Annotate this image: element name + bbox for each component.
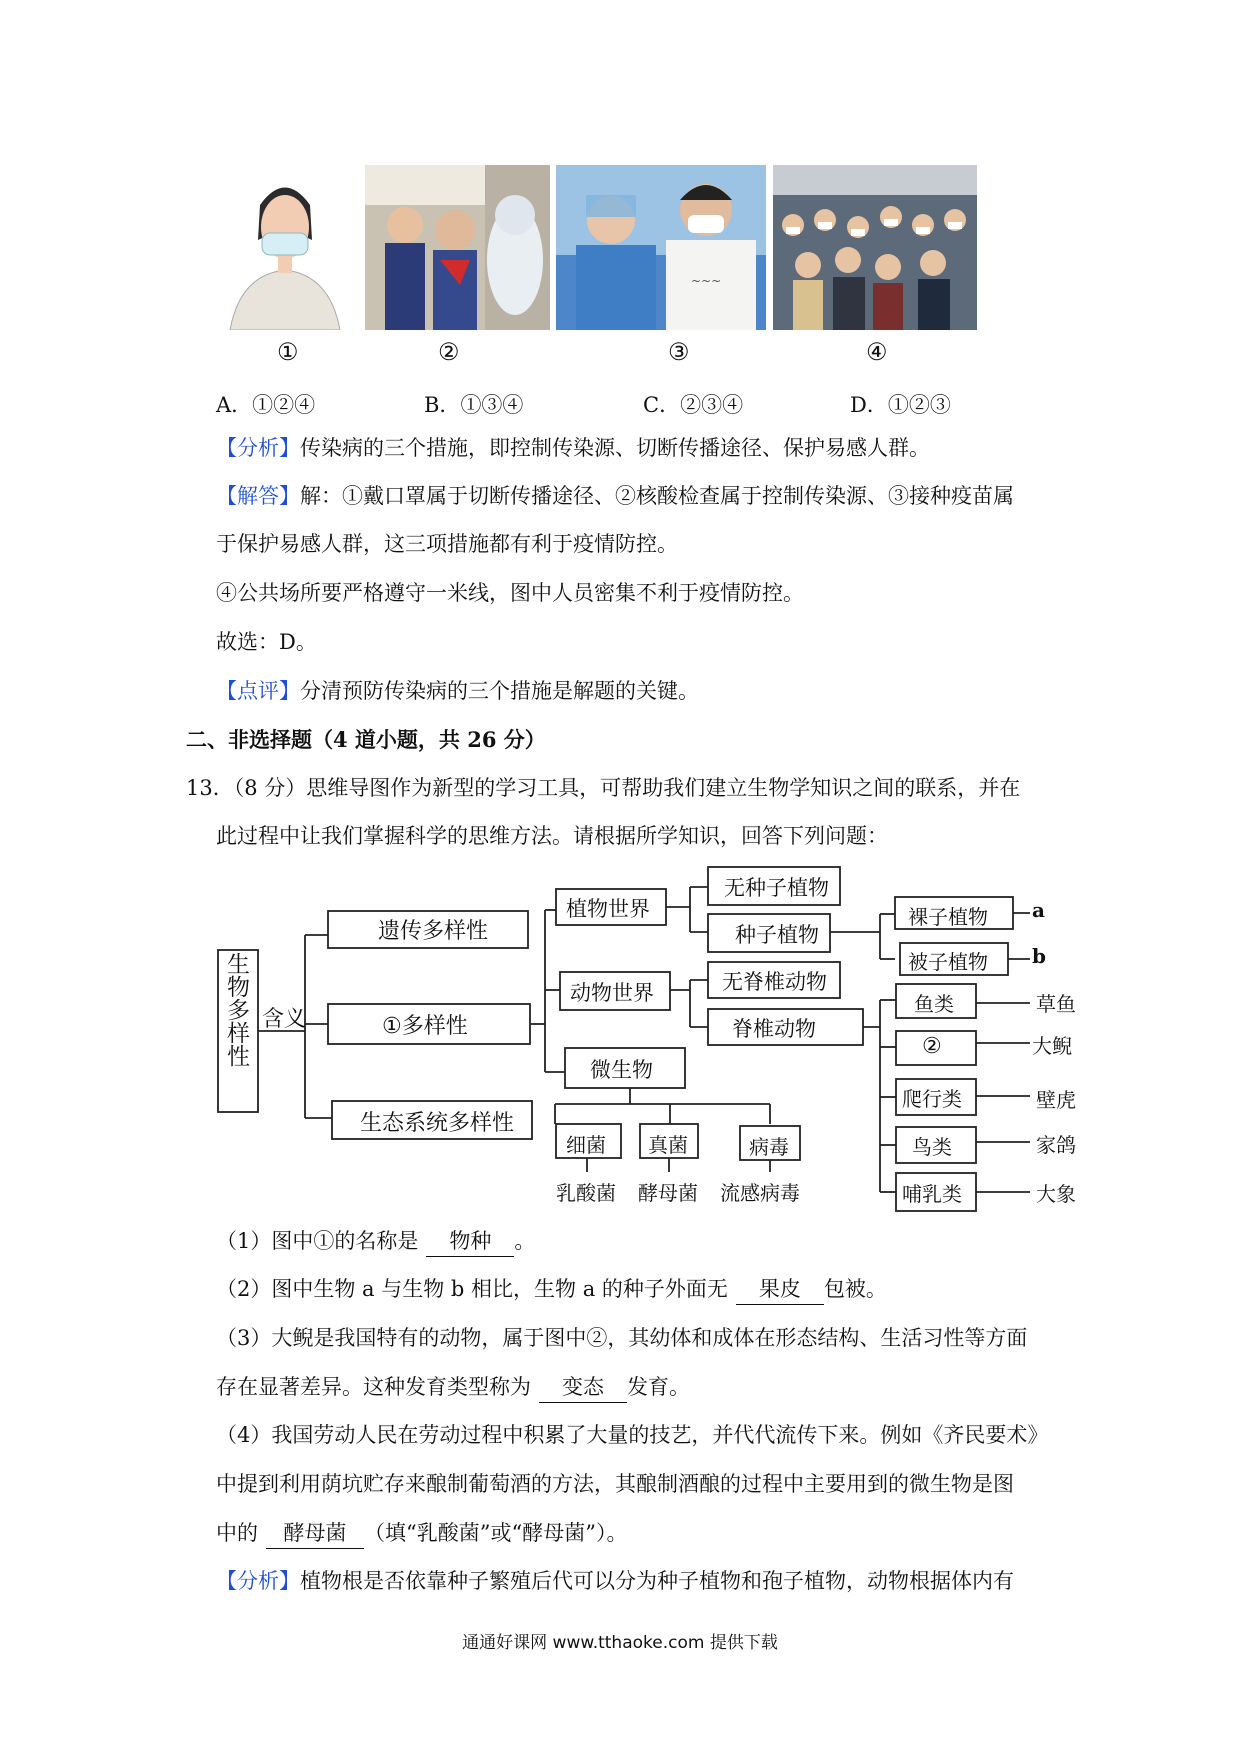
diagram-fungi: 真菌 [648, 1133, 688, 1157]
diagram-invertebrates: 无脊椎动物 [722, 970, 827, 994]
diagram-gymnosperms: 裸子植物 [908, 905, 988, 929]
diagram-giant-salamander: 大鲵 [1032, 1034, 1072, 1058]
q12-answer-line1: 【解答】解：①戴口罩属于切断传播途径、②核酸检查属于控制传染源、③接种疫苗属 [216, 484, 1014, 508]
q12-choice: 故选：D。 [216, 630, 317, 654]
q13-part4-line2: 中提到利用荫坑贮存来酿制葡萄酒的方法，其酿制酒酿的过程中主要用到的微生物是图 [216, 1472, 1014, 1496]
q13-part4-line1: （4）我国劳动人民在劳动过程中积累了大量的技艺，并代代流传下来。例如《齐民要术》 [216, 1423, 1049, 1447]
q12-answer-line3: ④公共场所要严格遵守一米线，图中人员密集不利于疫情防控。 [216, 581, 804, 605]
q13-part3-line1: （3）大鲵是我国特有的动物，属于图中②，其幼体和成体在形态结构、生活习性等方面 [216, 1326, 1028, 1350]
q13-stem-line1: 13．（8 分）思维导图作为新型的学习工具，可帮助我们建立生物学知识之间的联系，并在 [186, 776, 1021, 800]
diagram-ecosystem-diversity: 生态系统多样性 [360, 1111, 515, 1136]
diagram-birds: 鸟类 [912, 1135, 952, 1159]
diagram-species-diversity: ①多样性 [382, 1014, 468, 1039]
q13-part1: （1）图中①的名称是 物种 。 [216, 1226, 535, 1257]
diagram-blank-2: ② [922, 1034, 942, 1059]
q13-part4-line3: 中的 酵母菌 （填“乳酸菌”或“酵母菌”）。 [216, 1518, 627, 1549]
diagram-microbes: 微生物 [590, 1058, 653, 1082]
diagram-gecko: 壁虎 [1036, 1088, 1076, 1112]
image-label-3: ③ [668, 338, 690, 366]
diagram-flu-virus: 流感病毒 [720, 1181, 800, 1205]
q13-part2: （2）图中生物 a 与生物 b 相比，生物 a 的种子外面无 果皮 包被。 [216, 1274, 887, 1305]
diagram-pigeon: 家鸽 [1036, 1133, 1076, 1157]
diagram-elephant: 大象 [1036, 1182, 1076, 1206]
diagram-animal-world: 动物世界 [570, 981, 654, 1005]
diagram-seed-plants: 种子植物 [735, 923, 819, 947]
diagram-mammals: 哺乳类 [902, 1182, 962, 1206]
q13-stem-line2: 此过程中让我们掌握科学的思维方法。请根据所学知识，回答下列问题： [216, 824, 888, 848]
q13-part3-line2: 存在显著差异。这种发育类型称为 变态 发育。 [216, 1372, 690, 1403]
diagram-meaning: 含义 [262, 1007, 307, 1032]
q13-part4-answer: 酵母菌 [266, 1518, 364, 1549]
section-title: 二、非选择题（4 道小题，共 26 分） [186, 727, 546, 752]
diagram-bacteria: 细菌 [566, 1133, 606, 1157]
option-c: C．②③④ [643, 393, 744, 417]
q12-answer-line2: 于保护易感人群，这三项措施都有利于疫情防控。 [216, 532, 678, 556]
diagram-seedless-plants: 无种子植物 [724, 876, 829, 900]
diagram-label-b: b [1032, 944, 1046, 968]
option-a: A．①②④ [216, 393, 316, 417]
image-label-1: ① [277, 338, 299, 366]
q13-part2-answer: 果皮 [736, 1274, 824, 1305]
q12-comment: 【点评】分清预防传染病的三个措施是解题的关键。 [216, 679, 699, 703]
diagram-lactic-bacteria: 乳酸菌 [556, 1181, 616, 1205]
diagram-label-a: a [1032, 898, 1045, 922]
diagram-root: 生物多样性 [223, 952, 249, 1067]
image-label-2: ② [438, 338, 460, 366]
svg-text:~~~: ~~~ [691, 274, 722, 288]
diagram-angiosperms: 被子植物 [908, 950, 988, 974]
diagram-virus: 病毒 [749, 1135, 789, 1159]
q12-analysis: 【分析】传染病的三个措施，即控制传染源、切断传播途径、保护易感人群。 [216, 436, 930, 460]
option-d: D．①②③ [850, 393, 951, 417]
q13-part3-answer: 变态 [539, 1372, 627, 1403]
diagram-grass-carp: 草鱼 [1036, 992, 1076, 1016]
q13-part1-answer: 物种 [426, 1226, 514, 1257]
image-label-4: ④ [866, 338, 888, 366]
diagram-vertebrates: 脊椎动物 [732, 1017, 816, 1041]
option-b: B．①③④ [424, 393, 524, 417]
diagram-yeast: 酵母菌 [638, 1181, 698, 1205]
diagram-genetic-diversity: 遗传多样性 [378, 919, 489, 944]
diagram-plant-world: 植物世界 [566, 897, 650, 921]
q13-analysis: 【分析】植物根是否依靠种子繁殖后代可以分为种子植物和孢子植物，动物根据体内有 [216, 1569, 1014, 1593]
diagram-fish: 鱼类 [914, 992, 954, 1016]
diagram-reptiles: 爬行类 [902, 1087, 962, 1111]
page-footer: 通通好课网 www.tthaoke.com 提供下载 [462, 1633, 778, 1653]
